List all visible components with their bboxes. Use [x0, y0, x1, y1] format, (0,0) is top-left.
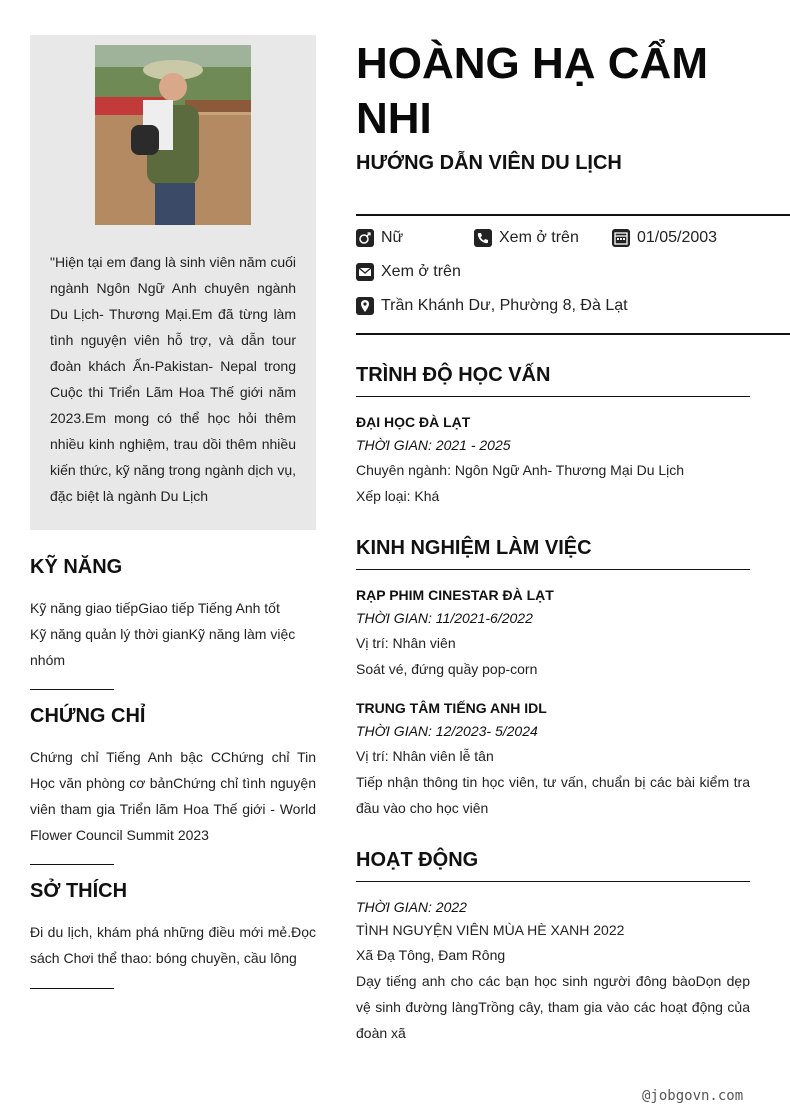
company-name: RẠP PHIM CINESTAR ĐÀ LẠT: [356, 587, 554, 603]
career-objective: "Hiện tại em đang là sinh viên năm cuối ngành Ngôn Ngữ Anh chuyên ngành Du Lịch- Thương Mại.Em đã từng làm tình nguyện viên hỗ trợ, và dẫn tour đoàn khách Ấn-Pakistan- Nepal trong Cuộc thi Triển Lãm Hoa Thế giới năm 2023.Em mong có thể học hỏi thêm nhiều kinh nghiệm, trau dồi thêm nhiều kiến thức, kỹ năng trong ngành dịch vụ, đặc biệt là ngành Du Lịch: [50, 254, 296, 504]
divider: [356, 333, 790, 335]
job-description: Tiếp nhận thông tin học viên, tư vấn, chuẩn bị các bài kiểm tra đầu vào cho học viên: [356, 774, 750, 816]
candidate-name: HOÀNG HẠ CẨM NHI: [356, 39, 708, 143]
skills-line: nhóm: [30, 652, 66, 668]
address-value: Trần Khánh Dư, Phường 8, Đà Lạt: [381, 297, 628, 314]
skills-line: Kỹ năng giao tiếpGiao tiếp Tiếng Anh tốt: [30, 600, 280, 616]
certificates-text: Chứng chỉ Tiếng Anh bậc CChứng chỉ Tin Học văn phòng cơ bảnChứng chỉ tình nguyện viên tham gia Triển lãm Hoa Thế giới - World Flower Council Summit 2023: [30, 749, 316, 843]
job-description: Soát vé, đứng quầy pop-corn: [356, 661, 538, 677]
activity-place: Xã Đạ Tông, Đam Rông: [356, 947, 506, 963]
education-title: TRÌNH ĐỘ HỌC VẤN: [356, 364, 551, 386]
profile-photo: [95, 45, 251, 225]
phone-icon: [474, 229, 492, 247]
activity-name: TÌNH NGUYỆN VIÊN MÙA HÈ XANH 2022: [356, 922, 625, 938]
contact-email: [356, 263, 461, 281]
skills-list: [30, 595, 316, 673]
contact-gender: [356, 229, 403, 247]
calendar-icon: [612, 229, 630, 247]
education-time: THỜI GIAN: 2021 - 2025: [356, 437, 511, 453]
gender-value: Nữ: [381, 229, 404, 246]
job-title: HƯỚNG DẪN VIÊN DU LỊCH: [356, 152, 622, 174]
contact-phone: [474, 229, 579, 247]
watermark: @jobgovn.com: [642, 1088, 744, 1104]
skills-line: Kỹ năng quản lý thời gianKỹ năng làm việc: [30, 626, 296, 642]
email-value: Xem ở trên: [381, 263, 461, 280]
education-major: Chuyên ngành: Ngôn Ngữ Anh- Thương Mại Du Lịch: [356, 462, 685, 478]
company-name: TRUNG TÂM TIẾNG ANH IDL: [356, 700, 547, 716]
certificates-title: CHỨNG CHỈ: [30, 705, 146, 727]
hobbies-text: Đi du lịch, khám phá những điều mới mẻ.Đọc sách Chơi thể thao: bóng chuyền, cầu lông: [30, 924, 316, 966]
skills-title: KỸ NĂNG: [30, 556, 123, 578]
divider: [30, 988, 114, 989]
contact-address: [356, 297, 628, 315]
activity-description: Dạy tiếng anh cho các bạn học sinh người đông bàoDọn dẹp vệ sinh đường làngTrồng cây, tham gia vào các hoạt động của đoàn xã: [356, 973, 750, 1041]
divider: [30, 689, 114, 690]
email-icon: [356, 263, 374, 281]
divider: [356, 396, 750, 397]
gender-icon: [356, 229, 374, 247]
activity-time: THỜI GIAN: 2022: [356, 899, 467, 915]
job-time: THỜI GIAN: 12/2023- 5/2024: [356, 723, 538, 739]
job-position: Vị trí: Nhân viên: [356, 635, 456, 651]
job-position: Vị trí: Nhân viên lễ tân: [356, 748, 494, 764]
education-grade: Xếp loại: Khá: [356, 488, 440, 504]
profile-panel: [30, 35, 316, 530]
school-name: ĐẠI HỌC ĐÀ LẠT: [356, 414, 471, 430]
phone-value: Xem ở trên: [499, 229, 579, 246]
birthday-value: 01/05/2003: [637, 229, 718, 246]
job-time: THỜI GIAN: 11/2021-6/2022: [356, 610, 533, 626]
divider: [356, 214, 790, 216]
hobbies-title: SỞ THÍCH: [30, 880, 128, 902]
location-icon: [356, 297, 374, 315]
divider: [356, 569, 750, 570]
activities-title: HOẠT ĐỘNG: [356, 849, 479, 871]
experience-title: KINH NGHIỆM LÀM VIỆC: [356, 537, 592, 559]
divider: [30, 864, 114, 865]
contact-birthday: [612, 229, 717, 247]
divider: [356, 881, 750, 882]
